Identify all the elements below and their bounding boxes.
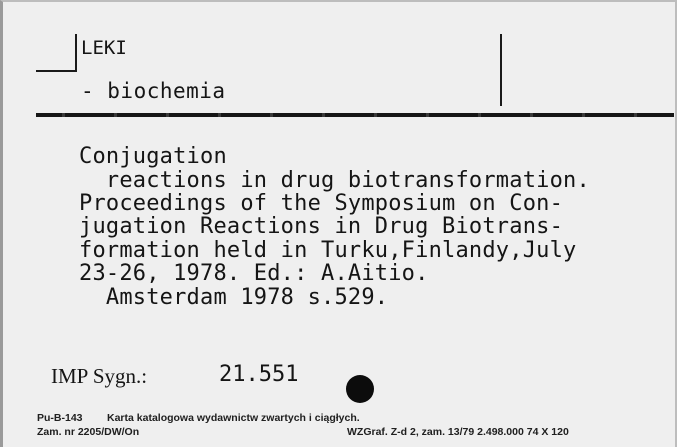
subject-bracket-vertical bbox=[75, 34, 77, 72]
subject-bracket-horizontal bbox=[36, 70, 76, 72]
header-divider-vertical bbox=[500, 34, 502, 106]
title-line-7: Amsterdam 1978 s.529. bbox=[79, 285, 389, 310]
footer-form-code: Pu-B-143 bbox=[37, 412, 83, 424]
title-line-4: jugation Reactions in Drug Biotrans- bbox=[79, 214, 564, 239]
signature-value: 21.551 bbox=[219, 362, 299, 387]
title-line-1: Conjugation bbox=[79, 144, 227, 169]
punch-hole bbox=[346, 375, 374, 403]
title-line-2: reactions in drug biotransformation. bbox=[79, 168, 590, 193]
title-line-3: Proceedings of the Symposium on Con- bbox=[79, 191, 564, 216]
title-line-6: 23-26, 1978. Ed.: A.Aitio. bbox=[79, 261, 429, 286]
header-divider-horizontal bbox=[36, 113, 674, 117]
footer-order-number: Zam. nr 2205/DW/On bbox=[37, 426, 140, 438]
footer-printer-info: WZGraf. Z-d 2, zam. 13/79 2.498.000 74 X 120 bbox=[347, 426, 569, 438]
title-line-5: formation held in Turku,Finlandy,July bbox=[79, 238, 577, 263]
subject-subheading: - biochemia bbox=[81, 79, 226, 103]
subject-heading: LEKI bbox=[81, 37, 127, 59]
footer-form-title: Karta katalogowa wydawnictw zwartych i ciągłych. bbox=[107, 412, 360, 424]
signature-label: IMP Sygn.: bbox=[51, 364, 148, 388]
